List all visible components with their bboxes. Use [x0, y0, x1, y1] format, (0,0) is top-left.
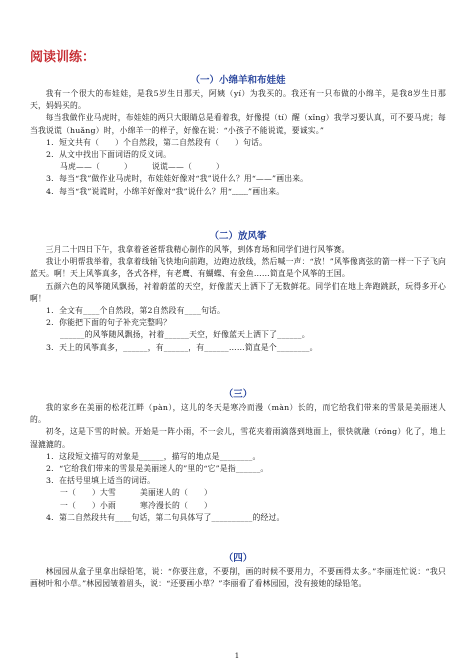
question-items: 一（ ）大雪 美丽迷人的（ ）: [60, 488, 212, 498]
question: 3．每当“我”做作业马虎时，布娃娃好像对“我”说什么？用“——”画出来。: [46, 174, 309, 184]
paragraph: 林园园从盒子里拿出绿铅笔，说：“你要注意，不要削，画的时候不要用力，不要画得太多。”李丽连忙说：“我只画树叶和小草。”林园园皱着眉头，说：“还要画小草？”李丽看了看林园园，没有接她的绿铅笔。: [30, 567, 446, 589]
question: 2．“它给我们带来的雪景是美丽迷人的”里的“它”是指______。: [46, 464, 269, 474]
section-heading: （二）放风筝: [209, 231, 267, 242]
section-2: [30, 230, 446, 354]
section-1: [30, 74, 446, 198]
paragraph: 我让小明帮我举着，我拿着线轴飞快地向前跑，边跑边放线，然后喊一声：“放！”风筝像离弦的箭一样一下子飞向蓝天。啊！天上风筝真多，各式各样，有老鹰、有蝴蝶、有金鱼……简直是个风筝的王国。: [30, 257, 446, 279]
question: 1．短文共有（ ）个自然段，第二自然段有（ ）句话。: [46, 137, 268, 147]
question-items: 马虎——（ ） 说谎——（ ）: [60, 162, 225, 172]
paragraph: 三月二十四日下午，我拿着爸爸帮我精心制作的风筝，到体育场和同学们进行风筝赛。: [45, 245, 350, 254]
question-items: 一（ ）小雨 寒冷漫长的（ ）: [60, 500, 212, 510]
question: 3．天上的风筝真多，______，有______，有______……简直是个________。: [46, 342, 318, 352]
section-heading: （三）: [223, 389, 253, 400]
paragraph: 五颜六色的风筝随风飘扬，衬着蔚蓝的天空，好像蓝天上洒下了无数鲜花。同学们在地上奔跑跳跃，玩得多开心啊！: [30, 281, 446, 303]
question: 1．全文有____个自然段，第2自然段有____句话。: [46, 306, 226, 316]
question: 4．每当“我”说谎时，小绵羊好像对“我”说什么？用“﹏﹏”画出来。: [46, 186, 285, 196]
section-heading: （一）小绵羊和布娃娃: [190, 75, 286, 86]
paragraph: 我的家乡在美丽的松花江畔（pàn），这儿的冬天是寒冷而漫（màn）长的，而它给我们带来的雪景是美丽迷人的。: [30, 403, 446, 425]
question: 1．这段短文描写的对象是______，描写的地点是________。: [46, 451, 261, 461]
paragraph: 每当我做作业马虎时，布娃娃的两只大眼睛总是看着我，好像提（tí）醒（xǐng）我学习要认真，可不要马虎；每当我说谎（huǎng）时，小绵羊一的样子，好像在说：“小孩子不能说谎，要诚实。”: [30, 113, 446, 135]
question: 2．你能把下面的句子补充完整吗？: [46, 318, 172, 328]
paragraph: 我有一个很大的布娃娃，是我5岁生日那天，阿姨（yí）为我买的。我还有一只布做的小绵羊，是我8岁生日那天，妈妈买的。: [30, 89, 446, 111]
question: 4．第二自然段共有____句话，第二句具体写了__________的经过。: [46, 512, 285, 522]
section-4: [30, 552, 446, 590]
question: 3．在括号里填上适当的词语。: [46, 476, 156, 486]
paragraph: 初冬，这是下雪的时候。开始是一阵小雨，不一会儿，雪花夹着雨滴落到地面上，很快就融（róng）化了，地上湿漉漉的。: [30, 427, 446, 449]
page-title: 阅读训练：: [30, 50, 96, 65]
section-3: [30, 388, 446, 524]
question-items: ______的风筝随风飘扬，衬着______天空，好像蓝天上洒下了______。: [60, 330, 310, 340]
question: 2．从文中找出下面词语的反义词。: [46, 150, 172, 160]
section-heading: （四）: [223, 553, 253, 564]
page-number: 1: [234, 652, 240, 660]
